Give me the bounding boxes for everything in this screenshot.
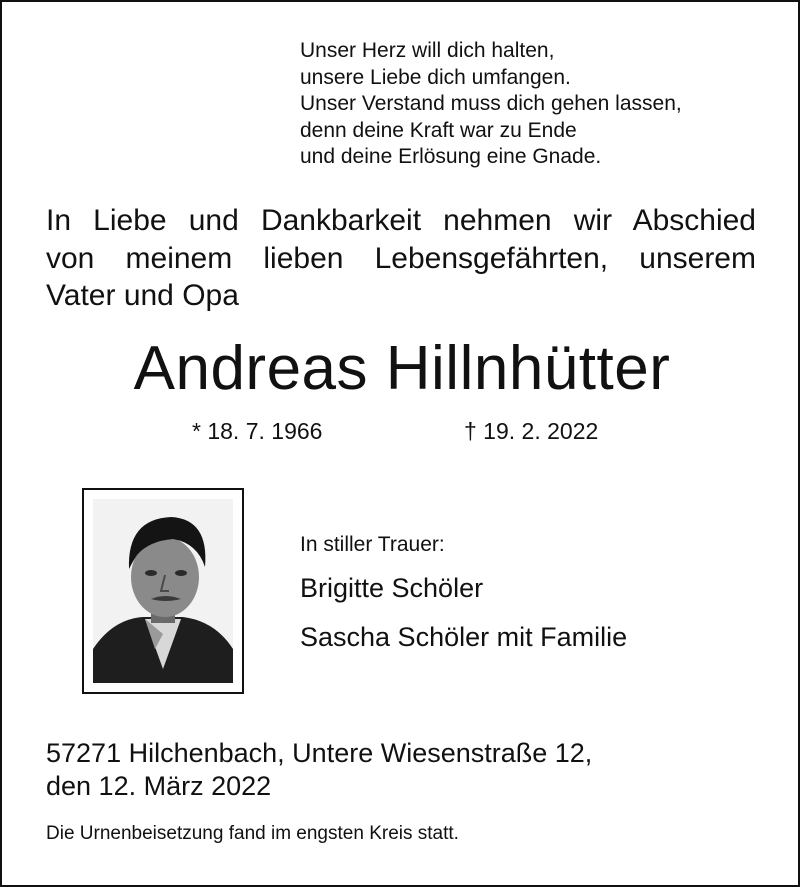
mourner-name: Brigitte Schöler (300, 573, 484, 603)
date-line: den 12. März 2022 (46, 771, 272, 801)
poem-line: unsere Liebe dich umfangen. (300, 65, 571, 89)
poem-line: und deine Erlösung eine Gnade. (300, 145, 602, 168)
place-and-date (46, 737, 592, 803)
poem-line: Unser Herz will dich halten, (300, 39, 555, 62)
deceased-name: Andreas Hillnhütter (133, 334, 671, 403)
address-line: 57271 Hilchenbach, Untere Wiesenstraße 12, (46, 738, 593, 768)
poem-line: Unser Verstand muss dich gehen lassen, (300, 92, 682, 115)
burial-note: Die Urnenbeisetzung fand im engsten Kreis statt. (46, 823, 459, 844)
intro-text (46, 202, 756, 315)
portrait-image (93, 499, 233, 683)
poem (300, 38, 682, 171)
mourners-label: In stiller Trauer: (300, 533, 445, 556)
birth-date: * 18. 7. 1966 (192, 418, 323, 444)
intro-line: von meinem lieben Lebensgefährten, unserem (46, 241, 756, 275)
portrait-photo (82, 488, 244, 694)
intro-line: Vater und Opa (46, 279, 239, 312)
mourner-name: Sascha Schöler mit Familie (300, 622, 628, 652)
poem-line: denn deine Kraft war zu Ende (300, 118, 577, 142)
intro-line: In Liebe und Dankbarkeit nehmen wir Abschied (46, 204, 756, 237)
death-date: † 19. 2. 2022 (464, 418, 599, 444)
